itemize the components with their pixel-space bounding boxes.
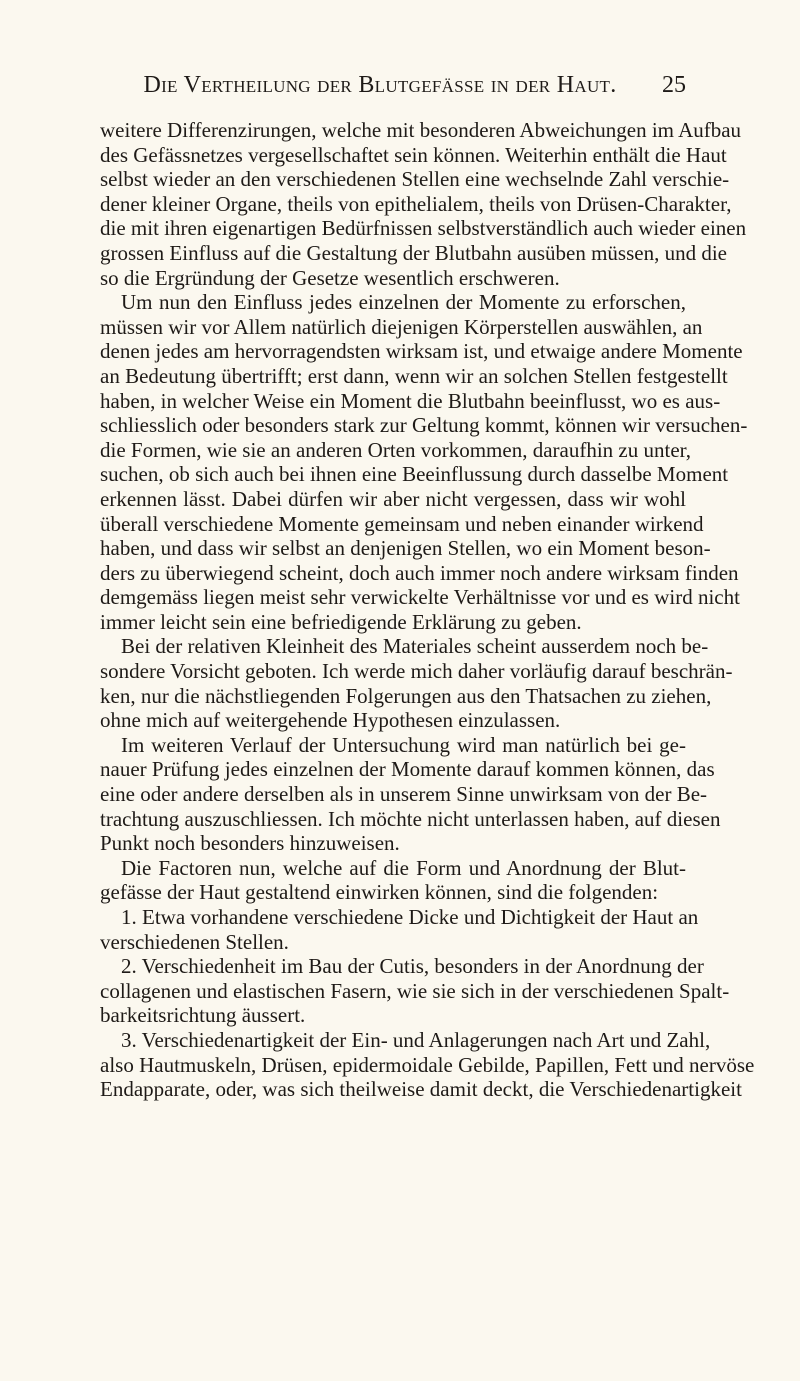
text-line: überall verschiedene Momente gemeinsam und neben einander wirkend bbox=[100, 511, 704, 536]
text-line: Im weiteren Verlauf der Untersuchung wird man natürlich bei ge- bbox=[121, 732, 686, 757]
text-line: müssen wir vor Allem natürlich diejenigen Körperstellen auswählen, an bbox=[100, 314, 703, 339]
text-line: dener kleiner Organe, theils von epithelialem, theils von Drüsen-Charakter, bbox=[100, 191, 732, 216]
text-line: verschiedenen Stellen. bbox=[100, 929, 289, 954]
text-line: haben, in welcher Weise ein Moment die Blutbahn beeinflusst, wo es aus- bbox=[100, 388, 721, 413]
page-number: 25 bbox=[662, 72, 686, 98]
text-line: nauer Prüfung jedes einzelnen der Momente darauf kommen können, das bbox=[100, 757, 715, 782]
text-line: des Gefässnetzes vergesellschaftet sein können. Weiterhin enthält die Haut bbox=[100, 142, 727, 167]
text-line: Um nun den Einfluss jedes einzelnen der Momente zu erforschen, bbox=[121, 290, 686, 315]
text-line: Endapparate, oder, was sich theilweise damit deckt, die Verschiedenartigkeit bbox=[100, 1077, 742, 1102]
running-head: Die Vertheilung der Blutgefässe in der Haut. bbox=[143, 72, 617, 98]
text-line: suchen, ob sich auch bei ihnen eine Beeinflussung durch dasselbe Moment bbox=[100, 462, 729, 487]
text-line: grossen Einfluss auf die Gestaltung der Blutbahn ausüben müssen, und die bbox=[100, 240, 727, 265]
text-line: gefässe der Haut gestaltend einwirken können, sind die folgenden: bbox=[100, 880, 659, 905]
text-line: immer leicht sein eine befriedigende Erklärung zu geben. bbox=[100, 609, 582, 634]
text-line: also Hautmuskeln, Drüsen, epidermoidale Gebilde, Papillen, Fett und nervöse bbox=[100, 1052, 755, 1077]
text-line: 1. Etwa vorhandene verschiedene Dicke und Dichtigkeit der Haut an bbox=[121, 905, 699, 929]
text-line: eine oder andere derselben als in unserem Sinne unwirksam von der Be- bbox=[100, 782, 708, 807]
text-line: die mit ihren eigenartigen Bedürfnissen selbstverständlich auch wieder einen bbox=[100, 216, 747, 241]
text-line: weitere Differenzirungen, welche mit besonderen Abweichungen im Aufbau bbox=[100, 118, 742, 142]
text-line: Punkt noch besonders hinzuweisen. bbox=[100, 831, 400, 856]
text-line: Bei der relativen Kleinheit des Materiales scheint ausserdem noch be- bbox=[121, 634, 709, 659]
text-line: 3. Verschiedenartigkeit der Ein- und Anlagerungen nach Art und Zahl, bbox=[121, 1027, 711, 1052]
text-line: schliesslich oder besonders stark zur Geltung kommt, können wir versuchen- bbox=[100, 413, 748, 438]
text-line: demgemäss liegen meist sehr verwickelte Verhältnisse vor und es wird nicht bbox=[100, 585, 740, 610]
text-line: Die Factoren nun, welche auf die Form und Anordnung der Blut- bbox=[121, 855, 686, 880]
text-line: sondere Vorsicht geboten. Ich werde mich daher vorläufig darauf beschrän- bbox=[100, 659, 733, 684]
text-line: erkennen lässt. Dabei dürfen wir aber nicht vergessen, dass wir wohl bbox=[100, 486, 686, 511]
text-line: collagenen und elastischen Fasern, wie sie sich in der verschiedenen Spalt- bbox=[100, 978, 730, 1003]
text-line: ohne mich auf weitergehende Hypothesen einzulassen. bbox=[100, 708, 561, 733]
text-line: haben, und dass wir selbst an denjenigen Stellen, wo ein Moment beson- bbox=[100, 536, 711, 561]
text-line: selbst wieder an den verschiedenen Stellen eine wechselnde Zahl verschie- bbox=[100, 167, 730, 192]
page-header bbox=[100, 72, 686, 102]
text-line: denen jedes am hervorragendsten wirksam ist, und etwaige andere Momente bbox=[100, 339, 743, 364]
text-line: trachtung auszuschliessen. Ich möchte nicht unterlassen haben, auf diesen bbox=[100, 806, 721, 831]
text-line: so die Ergründung der Gesetze wesentlich erschweren. bbox=[100, 265, 560, 290]
text-line: ders zu überwiegend scheint, doch auch immer noch andere wirksam finden bbox=[100, 560, 739, 585]
text-line: ken, nur die nächstliegenden Folgerungen aus den Thatsachen zu ziehen, bbox=[100, 683, 712, 708]
text-line: barkeitsrichtung äussert. bbox=[100, 1003, 306, 1028]
text-line: 2. Verschiedenheit im Bau der Cutis, besonders in der Anordnung der bbox=[121, 954, 704, 979]
text-line: an Bedeutung übertrifft; erst dann, wenn wir an solchen Stellen festgestellt bbox=[100, 363, 728, 388]
text-line: die Formen, wie sie an anderen Orten vorkommen, daraufhin zu unter, bbox=[100, 437, 692, 462]
body-text bbox=[100, 118, 755, 1102]
